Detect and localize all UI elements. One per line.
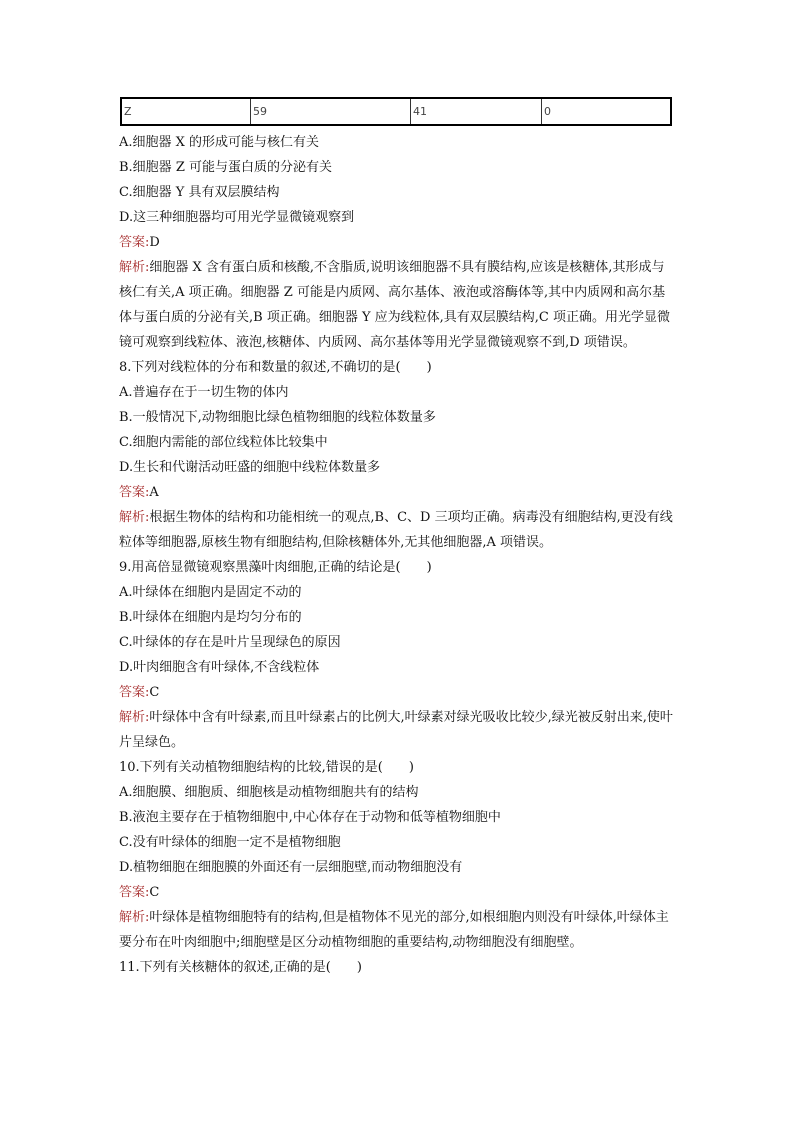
question-content bbox=[119, 130, 675, 980]
answer-label: 答案: bbox=[119, 685, 150, 700]
answer-value: A bbox=[149, 485, 159, 500]
analysis-text: 叶绿体中含有叶绿素,而且叶绿素占的比例大,叶绿素对绿光吸收比较少,绿光被反射出来,使叶片呈绿色。 bbox=[119, 710, 673, 750]
table-cell: 41 bbox=[411, 98, 542, 125]
analysis-label: 解析: bbox=[119, 260, 150, 275]
option-b: B.叶绿体在细胞内是均匀分布的 bbox=[119, 610, 302, 625]
option-c: C.细胞内需能的部位线粒体比较集中 bbox=[119, 435, 328, 450]
organelle-table bbox=[120, 97, 672, 126]
option-d: D.这三种细胞器均可用光学显微镜观察到 bbox=[119, 210, 355, 225]
table-cell: 59 bbox=[251, 98, 411, 125]
option-d: D.生长和代谢活动旺盛的细胞中线粒体数量多 bbox=[119, 460, 381, 475]
option-b: B.液泡主要存在于植物细胞中,中心体存在于动物和低等植物细胞中 bbox=[119, 810, 501, 825]
option-a: A.普遍存在于一切生物的体内 bbox=[119, 385, 289, 400]
analysis-paragraph bbox=[119, 505, 675, 555]
option-b: B.细胞器 Z 可能与蛋白质的分泌有关 bbox=[119, 160, 332, 175]
analysis-text: 根据生物体的结构和功能相统一的观点,B、C、D 三项均正确。病毒没有细胞结构,更没有线粒体等细胞器,原核生物有细胞结构,但除核糖体外,无其他细胞器,A 项错误。 bbox=[119, 510, 673, 550]
analysis-paragraph bbox=[119, 705, 675, 755]
option-c: C.细胞器 Y 具有双层膜结构 bbox=[119, 185, 280, 200]
option-d: D.植物细胞在细胞膜的外面还有一层细胞壁,而动物细胞没有 bbox=[119, 860, 463, 875]
analysis-label: 解析: bbox=[119, 710, 150, 725]
option-c: C.没有叶绿体的细胞一定不是植物细胞 bbox=[119, 835, 341, 850]
question-stem: 8.下列对线粒体的分布和数量的叙述,不确切的是( ) bbox=[119, 360, 432, 375]
analysis-paragraph bbox=[119, 255, 675, 355]
question-stem: 11.下列有关核糖体的叙述,正确的是( ) bbox=[119, 960, 362, 975]
question-stem: 10.下列有关动植物细胞结构的比较,错误的是( ) bbox=[119, 760, 414, 775]
analysis-paragraph bbox=[119, 905, 675, 955]
answer-line bbox=[119, 480, 675, 505]
answer-label: 答案: bbox=[119, 885, 150, 900]
option-b: B.一般情况下,动物细胞比绿色植物细胞的线粒体数量多 bbox=[119, 410, 436, 425]
table-cell: 0 bbox=[542, 98, 672, 125]
option-a: A.叶绿体在细胞内是固定不动的 bbox=[119, 585, 302, 600]
analysis-label: 解析: bbox=[119, 910, 150, 925]
answer-value: D bbox=[149, 235, 160, 250]
option-a: A.细胞膜、细胞质、细胞核是动植物细胞共有的结构 bbox=[119, 785, 419, 800]
option-a: A.细胞器 X 的形成可能与核仁有关 bbox=[119, 135, 320, 150]
answer-line bbox=[119, 230, 675, 255]
answer-line bbox=[119, 880, 675, 905]
table-cell: Z bbox=[121, 98, 251, 125]
answer-value: C bbox=[149, 885, 160, 900]
table-row bbox=[121, 98, 671, 125]
option-d: D.叶肉细胞含有叶绿体,不含线粒体 bbox=[119, 660, 320, 675]
answer-value: C bbox=[149, 685, 160, 700]
answer-line bbox=[119, 680, 675, 705]
answer-label: 答案: bbox=[119, 485, 150, 500]
question-stem: 9.用高倍显微镜观察黑藻叶肉细胞,正确的结论是( ) bbox=[119, 560, 432, 575]
answer-label: 答案: bbox=[119, 235, 150, 250]
option-c: C.叶绿体的存在是叶片呈现绿色的原因 bbox=[119, 635, 341, 650]
analysis-label: 解析: bbox=[119, 510, 150, 525]
analysis-text: 叶绿体是植物细胞特有的结构,但是植物体不见光的部分,如根细胞内则没有叶绿体,叶绿体主要分布在叶肉细胞中;细胞壁是区分动植物细胞的重要结构,动物细胞没有细胞壁。 bbox=[119, 910, 669, 950]
analysis-text: 细胞器 X 含有蛋白质和核酸,不含脂质,说明该细胞器不具有膜结构,应该是核糖体,其形成与核仁有关,A 项正确。细胞器 Z 可能是内质网、高尔基体、液泡或溶酶体等,其中内质网和高尔基体与蛋白质的分泌有关,B 项正确。细胞器 Y 应为线粒体,具有双层膜结构,C 项正确。用光学显微镜可观察到线粒体、液泡,核糖体、内质网、高尔基体等用光学显微镜观察不到,D 项错误。 bbox=[119, 260, 671, 350]
